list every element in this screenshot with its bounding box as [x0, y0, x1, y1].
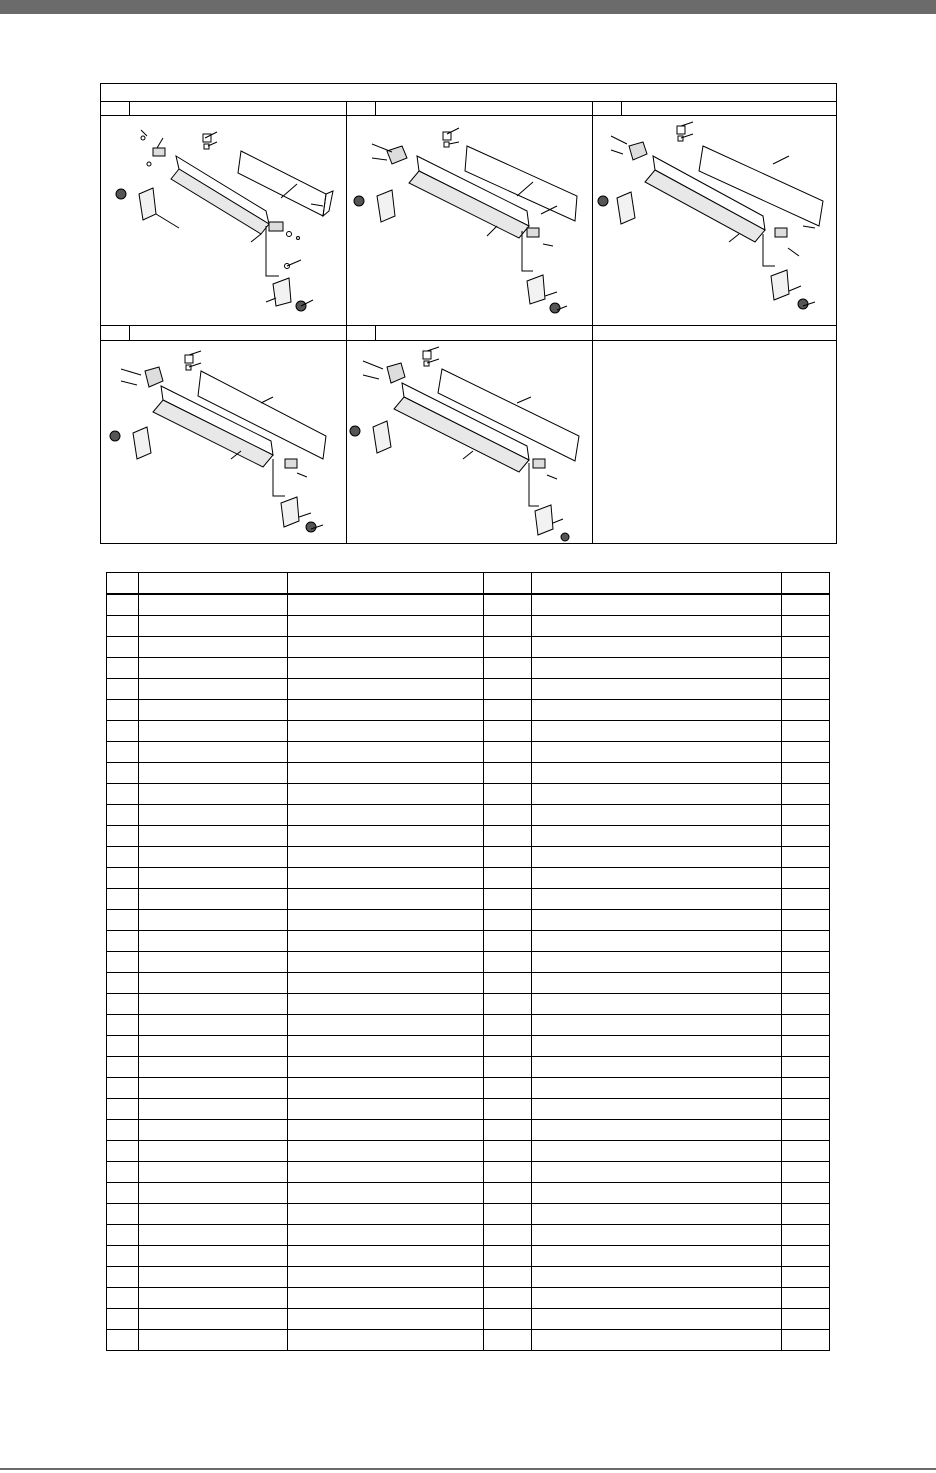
table-cell: [782, 847, 830, 868]
table-cell: [288, 1267, 484, 1288]
col-header-part-number: [139, 573, 288, 595]
panel-header: [593, 101, 836, 116]
table-cell: [782, 637, 830, 658]
table-cell: [782, 763, 830, 784]
table-cell: [484, 994, 532, 1015]
table-cell: [484, 1036, 532, 1057]
table-cell: [107, 973, 139, 994]
table-row: [107, 1120, 830, 1141]
table-cell: [107, 805, 139, 826]
table-cell: [288, 658, 484, 679]
table-cell: [484, 1309, 532, 1330]
diagram-panel-6: [593, 326, 836, 544]
col-header-description-2: [532, 573, 782, 595]
table-cell: [484, 616, 532, 637]
table-cell: [782, 1204, 830, 1225]
table-cell: [532, 847, 782, 868]
table-cell: [288, 826, 484, 847]
table-cell: [288, 1330, 484, 1351]
table-cell: [532, 1120, 782, 1141]
table-cell: [484, 1141, 532, 1162]
table-cell: [484, 826, 532, 847]
table-cell: [288, 1141, 484, 1162]
panel-number: [101, 101, 130, 115]
table-cell: [139, 1036, 288, 1057]
table-cell: [139, 1099, 288, 1120]
table-cell: [782, 594, 830, 616]
table-cell: [288, 1183, 484, 1204]
table-cell: [107, 1183, 139, 1204]
table-row: [107, 1225, 830, 1246]
table-cell: [139, 847, 288, 868]
table-row: [107, 1330, 830, 1351]
table-cell: [532, 658, 782, 679]
table-cell: [139, 637, 288, 658]
table-cell: [107, 679, 139, 700]
table-cell: [782, 721, 830, 742]
table-cell: [288, 1309, 484, 1330]
table-cell: [782, 1267, 830, 1288]
table-cell: [107, 721, 139, 742]
table-cell: [532, 910, 782, 931]
table-cell: [107, 1120, 139, 1141]
table-cell: [782, 742, 830, 763]
table-cell: [139, 1057, 288, 1078]
table-cell: [139, 1246, 288, 1267]
table-cell: [288, 763, 484, 784]
table-cell: [139, 889, 288, 910]
table-cell: [288, 952, 484, 973]
table-row: [107, 784, 830, 805]
table-cell: [782, 1330, 830, 1351]
table-cell: [532, 1057, 782, 1078]
table-cell: [288, 1036, 484, 1057]
table-cell: [107, 1225, 139, 1246]
table-row: [107, 1141, 830, 1162]
page-header-bar: [0, 0, 936, 14]
exploded-view-drawing: [347, 116, 592, 324]
table-cell: [288, 910, 484, 931]
diagram-panel-4: [101, 326, 347, 544]
table-cell: [288, 679, 484, 700]
table-cell: [107, 616, 139, 637]
table-cell: [532, 994, 782, 1015]
table-cell: [139, 931, 288, 952]
table-cell: [782, 889, 830, 910]
table-cell: [532, 784, 782, 805]
table-cell: [484, 910, 532, 931]
table-row: [107, 1099, 830, 1120]
table-cell: [532, 637, 782, 658]
table-cell: [532, 1162, 782, 1183]
table-cell: [139, 616, 288, 637]
table-row: [107, 721, 830, 742]
table-cell: [484, 805, 532, 826]
table-cell: [782, 826, 830, 847]
table-cell: [782, 1141, 830, 1162]
table-cell: [139, 973, 288, 994]
table-cell: [484, 847, 532, 868]
diagram-panel-1: [101, 101, 347, 326]
table-cell: [139, 700, 288, 721]
table-cell: [288, 931, 484, 952]
table-cell: [288, 1288, 484, 1309]
table-cell: [288, 847, 484, 868]
table-cell: [107, 1015, 139, 1036]
table-cell: [532, 1078, 782, 1099]
table-cell: [532, 1267, 782, 1288]
table-cell: [782, 616, 830, 637]
table-cell: [139, 1141, 288, 1162]
table-cell: [532, 973, 782, 994]
table-cell: [288, 637, 484, 658]
table-cell: [107, 1162, 139, 1183]
table-cell: [532, 931, 782, 952]
table-row: [107, 700, 830, 721]
table-row: [107, 658, 830, 679]
table-cell: [288, 784, 484, 805]
table-cell: [484, 1288, 532, 1309]
table-row: [107, 1015, 830, 1036]
col-header-no: [107, 573, 139, 595]
table-cell: [139, 1267, 288, 1288]
table-cell: [484, 784, 532, 805]
table-cell: [782, 1183, 830, 1204]
table-cell: [107, 1078, 139, 1099]
table-cell: [484, 1267, 532, 1288]
table-cell: [139, 1120, 288, 1141]
table-cell: [139, 826, 288, 847]
table-cell: [782, 679, 830, 700]
table-cell: [782, 700, 830, 721]
table-cell: [532, 1225, 782, 1246]
table-cell: [107, 1246, 139, 1267]
table-row: [107, 1078, 830, 1099]
table-row: [107, 889, 830, 910]
table-cell: [484, 700, 532, 721]
table-row: [107, 616, 830, 637]
table-cell: [532, 1141, 782, 1162]
table-row: [107, 1309, 830, 1330]
table-cell: [139, 1288, 288, 1309]
frame-title: [101, 84, 836, 102]
table-cell: [288, 1162, 484, 1183]
table-cell: [107, 952, 139, 973]
panel-number: [347, 101, 376, 115]
table-row: [107, 1057, 830, 1078]
exploded-view-drawing: [101, 116, 346, 324]
table-cell: [139, 1225, 288, 1246]
table-cell: [782, 1057, 830, 1078]
table-cell: [107, 1036, 139, 1057]
table-cell: [532, 742, 782, 763]
table-row: [107, 594, 830, 616]
table-cell: [484, 637, 532, 658]
table-cell: [484, 1120, 532, 1141]
panel-header: [347, 326, 592, 341]
table-row: [107, 1246, 830, 1267]
table-cell: [139, 1015, 288, 1036]
table-cell: [107, 1141, 139, 1162]
table-cell: [288, 616, 484, 637]
exploded-view-drawing: [347, 341, 592, 543]
exploded-view-drawing: [101, 341, 346, 543]
table-cell: [107, 1057, 139, 1078]
table-cell: [288, 805, 484, 826]
table-cell: [532, 679, 782, 700]
table-cell: [107, 931, 139, 952]
table-cell: [139, 952, 288, 973]
table-cell: [532, 1288, 782, 1309]
table-cell: [107, 1309, 139, 1330]
table-cell: [782, 1309, 830, 1330]
table-cell: [782, 931, 830, 952]
table-cell: [107, 889, 139, 910]
table-cell: [532, 1246, 782, 1267]
table-cell: [484, 721, 532, 742]
col-header-qty: [782, 573, 830, 595]
parts-list-table: [106, 572, 830, 1351]
table-row: [107, 1036, 830, 1057]
table-cell: [139, 784, 288, 805]
table-cell: [139, 742, 288, 763]
table-cell: [288, 1015, 484, 1036]
parts-table-body: [107, 594, 830, 1351]
table-cell: [782, 868, 830, 889]
table-cell: [107, 1267, 139, 1288]
table-cell: [484, 1099, 532, 1120]
table-cell: [782, 952, 830, 973]
table-cell: [782, 658, 830, 679]
table-cell: [288, 1057, 484, 1078]
panel-number: [101, 326, 130, 340]
table-cell: [107, 1288, 139, 1309]
table-cell: [484, 889, 532, 910]
table-cell: [484, 763, 532, 784]
diagram-panel-3: [593, 101, 836, 326]
table-cell: [532, 868, 782, 889]
table-cell: [532, 1330, 782, 1351]
table-cell: [532, 1204, 782, 1225]
table-cell: [139, 868, 288, 889]
table-cell: [532, 700, 782, 721]
table-cell: [288, 973, 484, 994]
table-cell: [532, 763, 782, 784]
table-cell: [107, 994, 139, 1015]
table-cell: [484, 1204, 532, 1225]
table-cell: [288, 594, 484, 616]
table-cell: [139, 763, 288, 784]
table-cell: [782, 1120, 830, 1141]
table-cell: [782, 805, 830, 826]
table-cell: [107, 847, 139, 868]
table-row: [107, 742, 830, 763]
table-cell: [484, 1015, 532, 1036]
table-cell: [782, 784, 830, 805]
table-cell: [107, 910, 139, 931]
table-cell: [484, 1330, 532, 1351]
table-cell: [288, 1120, 484, 1141]
panel-header: [593, 326, 836, 341]
table-cell: [532, 1036, 782, 1057]
table-row: [107, 973, 830, 994]
table-cell: [484, 658, 532, 679]
table-cell: [139, 1078, 288, 1099]
table-cell: [107, 763, 139, 784]
table-cell: [484, 1162, 532, 1183]
table-cell: [107, 1330, 139, 1351]
table-cell: [139, 594, 288, 616]
table-cell: [484, 868, 532, 889]
table-cell: [107, 594, 139, 616]
table-cell: [532, 1015, 782, 1036]
table-cell: [484, 1078, 532, 1099]
table-cell: [139, 658, 288, 679]
table-cell: [484, 1057, 532, 1078]
table-row: [107, 826, 830, 847]
table-cell: [288, 742, 484, 763]
table-row: [107, 868, 830, 889]
table-cell: [532, 721, 782, 742]
col-header-no-2: [484, 573, 532, 595]
table-row: [107, 931, 830, 952]
table-cell: [532, 594, 782, 616]
table-cell: [782, 1162, 830, 1183]
table-cell: [532, 1099, 782, 1120]
diagram-panel-2: [347, 101, 593, 326]
table-cell: [107, 637, 139, 658]
table-cell: [782, 1288, 830, 1309]
table-cell: [484, 973, 532, 994]
table-cell: [782, 1078, 830, 1099]
table-cell: [288, 1078, 484, 1099]
table-cell: [107, 1099, 139, 1120]
table-cell: [288, 700, 484, 721]
table-cell: [139, 1162, 288, 1183]
table-row: [107, 679, 830, 700]
table-cell: [484, 1246, 532, 1267]
table-cell: [139, 1330, 288, 1351]
table-cell: [782, 1036, 830, 1057]
table-cell: [484, 931, 532, 952]
table-header-row: [107, 573, 830, 595]
table-row: [107, 763, 830, 784]
table-cell: [107, 658, 139, 679]
table-cell: [532, 1309, 782, 1330]
table-cell: [107, 700, 139, 721]
table-cell: [782, 994, 830, 1015]
table-cell: [532, 826, 782, 847]
panel-header: [101, 101, 346, 116]
table-cell: [288, 868, 484, 889]
table-cell: [484, 952, 532, 973]
table-cell: [107, 784, 139, 805]
exploded-view-drawing: [593, 116, 836, 324]
table-row: [107, 637, 830, 658]
table-cell: [484, 679, 532, 700]
table-row: [107, 1267, 830, 1288]
table-cell: [782, 973, 830, 994]
table-row: [107, 952, 830, 973]
exploded-diagram-frame: [100, 83, 837, 544]
table-row: [107, 1204, 830, 1225]
table-row: [107, 910, 830, 931]
table-cell: [532, 805, 782, 826]
table-cell: [107, 742, 139, 763]
table-cell: [288, 1099, 484, 1120]
table-cell: [139, 1204, 288, 1225]
table-cell: [484, 594, 532, 616]
table-cell: [782, 1099, 830, 1120]
diagram-panel-5: [347, 326, 593, 544]
table-cell: [288, 721, 484, 742]
table-cell: [782, 1225, 830, 1246]
table-cell: [484, 1183, 532, 1204]
table-cell: [139, 910, 288, 931]
table-cell: [288, 1225, 484, 1246]
table-cell: [532, 616, 782, 637]
panel-number: [347, 326, 376, 340]
table-row: [107, 1183, 830, 1204]
table-cell: [139, 805, 288, 826]
table-cell: [532, 1183, 782, 1204]
table-cell: [139, 994, 288, 1015]
table-row: [107, 994, 830, 1015]
table-row: [107, 847, 830, 868]
table-cell: [139, 1309, 288, 1330]
col-header-description: [288, 573, 484, 595]
table-row: [107, 1162, 830, 1183]
table-cell: [484, 742, 532, 763]
table-cell: [782, 1246, 830, 1267]
table-row: [107, 805, 830, 826]
table-cell: [139, 721, 288, 742]
table-cell: [288, 889, 484, 910]
table-cell: [107, 868, 139, 889]
table-cell: [532, 952, 782, 973]
table-row: [107, 1288, 830, 1309]
table-cell: [107, 826, 139, 847]
table-cell: [139, 1183, 288, 1204]
table-cell: [288, 994, 484, 1015]
table-cell: [532, 889, 782, 910]
table-cell: [782, 910, 830, 931]
table-cell: [484, 1225, 532, 1246]
panel-number: [593, 101, 622, 115]
panel-header: [347, 101, 592, 116]
table-cell: [288, 1204, 484, 1225]
table-cell: [782, 1015, 830, 1036]
table-cell: [288, 1246, 484, 1267]
table-cell: [107, 1204, 139, 1225]
page-footer-rule: [0, 1468, 936, 1470]
table-cell: [139, 679, 288, 700]
panel-header: [101, 326, 346, 341]
